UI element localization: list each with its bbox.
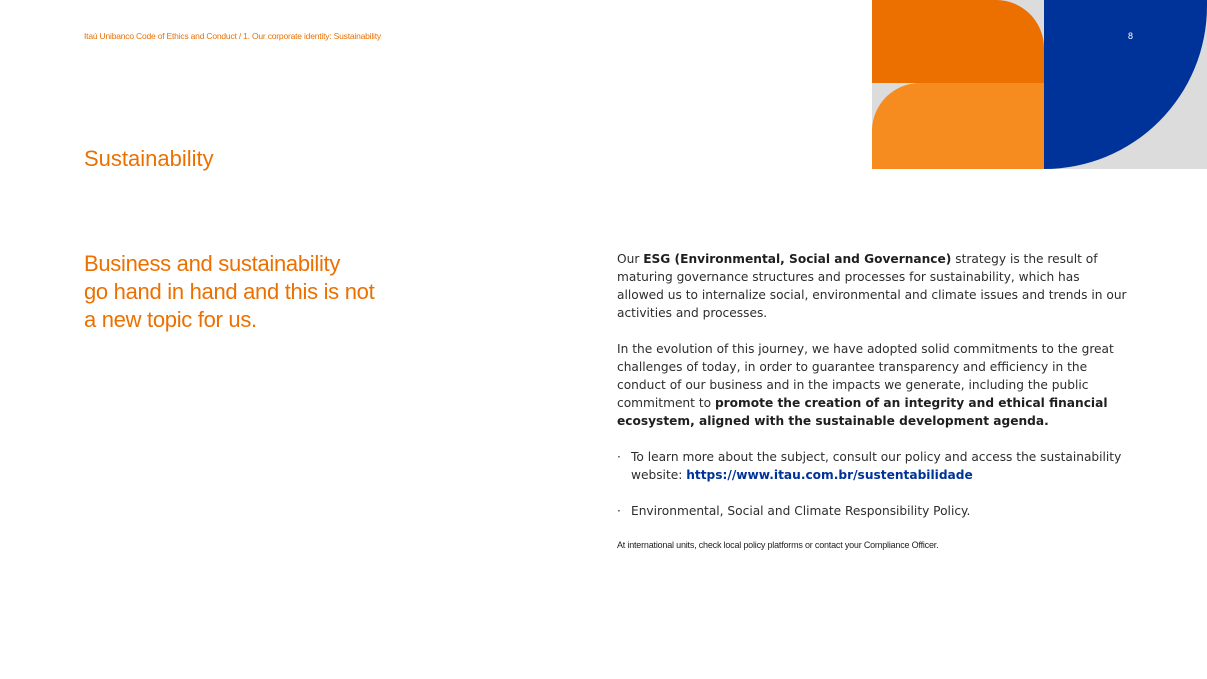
breadcrumb: Itaú Unibanco Code of Ethics and Conduct / 1. Our corporate identity: Sustainability xyxy=(84,31,381,41)
body-text xyxy=(617,250,1127,538)
lead-line: Business and sustainability xyxy=(84,251,341,276)
decorative-shapes xyxy=(872,0,1207,169)
esg-term: ESG (Environmental, Social and Governance) xyxy=(643,252,952,266)
bullet-icon: · xyxy=(617,504,621,518)
list-item: · To learn more about the subject, consult our policy and access the sustainability website: https://www.itau.com.br/sustentabilidade xyxy=(617,450,1122,482)
orange-bottom-shape xyxy=(872,83,1044,169)
page-title: Sustainability xyxy=(84,146,214,171)
bullet-icon: · xyxy=(617,450,621,464)
esg-paragraph: Our ESG (Environmental, Social and Governance) strategy is the result of maturing governance structures and processes for sustainability, which has allowed us to internalize social, environmental and climate issues and trends in our activities and processes. xyxy=(617,252,1127,320)
lead-line: a new topic for us. xyxy=(84,307,257,332)
commitment-paragraph: In the evolution of this journey, we have adopted solid commitments to the great challenges of today, in order to guarantee transparency and efficiency in the conduct of our business and in the impacts we generate, including the public commitment to promote the creation of an integrity and ethical financial ecosystem, aligned with the sustainable development agenda. xyxy=(617,342,1114,428)
policy-name: Environmental, Social and Climate Responsibility Policy. xyxy=(631,504,971,518)
footnote: At international units, check local policy platforms or contact your Compliance Officer. xyxy=(617,540,939,550)
sustainability-website-link[interactable]: https://www.itau.com.br/sustentabilidade xyxy=(686,468,973,482)
resource-list xyxy=(617,448,1127,520)
lead-line: go hand in hand and this is not xyxy=(84,279,375,304)
commitment-highlight: promote the creation of an integrity and ethical financial ecosystem, aligned with the sustainable development agenda. xyxy=(617,396,1108,428)
list-item xyxy=(617,502,1127,520)
page-number: 8 xyxy=(1128,31,1134,41)
orange-top-shape xyxy=(872,0,1044,83)
lead-statement xyxy=(84,250,404,334)
